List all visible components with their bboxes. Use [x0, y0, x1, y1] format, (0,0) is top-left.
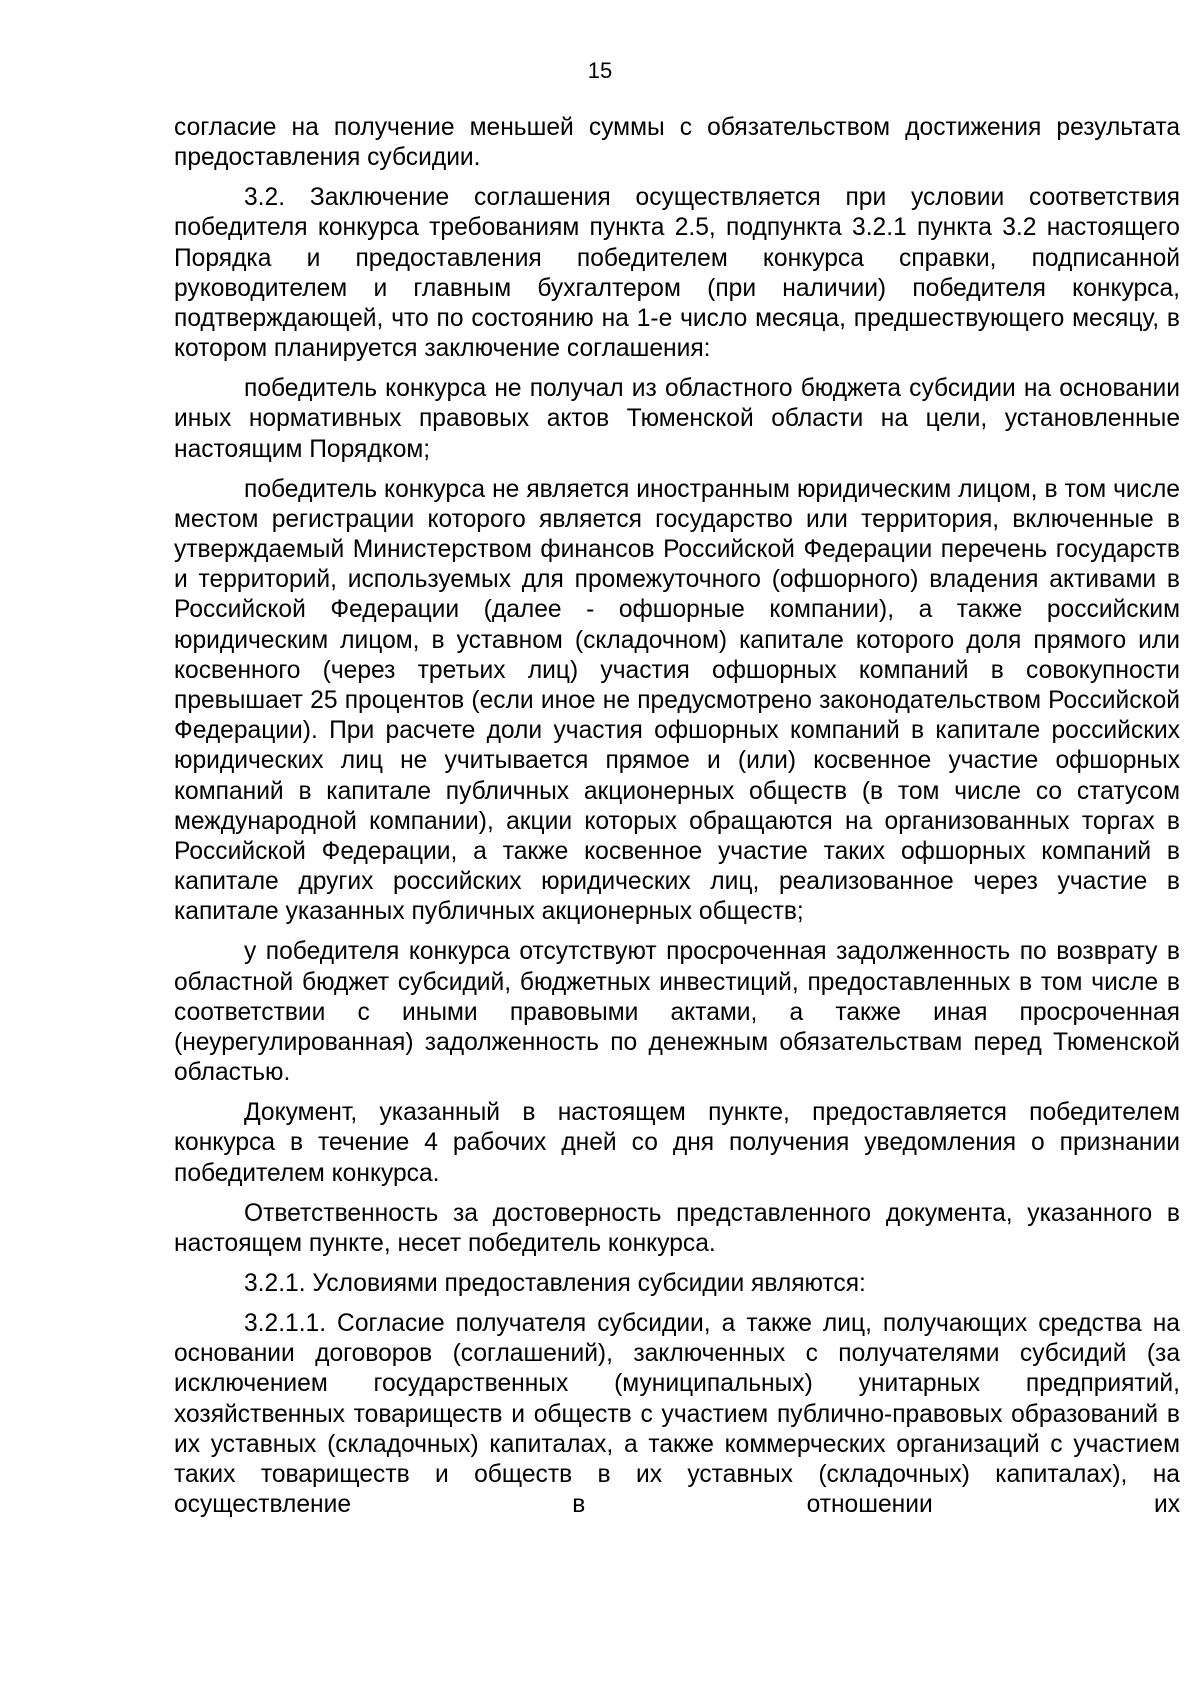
paragraph-3-2: 3.2. Заключение соглашения осуществляется при условии соответствия победителя конкурса требованиям пункта 2.5, подпункта 3.2.1 пункта 3.2 настоящего Порядка и предоставления победителем конкурса справки, подписанной руководителем и главным бухгалтером (при наличии) победителя конкурса, подтверждающей, что по состоянию на 1-е число месяца, предшествующего месяцу, в котором планируется заключение соглашения:: [174, 184, 1180, 363]
paragraph-responsibility: Ответственность за достоверность представленного документа, указанного в настоящем пункте, несет победитель конкурса.: [174, 1199, 1180, 1257]
paragraph-condition-not-offshore: победитель конкурса не является иностранным юридическим лицом, в том числе местом регистрации которого является государство или территория, включенные в утверждаемый Министерством финансов Российской Федерации перечень государств и территорий, используемых для промежуточного (офшорного) владения активами в Российской Федерации (далее - офшорные компании), а также российским юридическим лицом, в уставном (складочном) капитале которого доля прямого или косвенного (через третьих лиц) участия офшорных компаний в совокупности превышает 25 процентов (если иное не предусмотрено законодательством Российской Федерации). При расчете доли участия офшорных компаний в капитале российских юридических лиц не учитывается прямое и (или) косвенное участие офшорных компаний в капитале публичных акционерных обществ (в том числе со статусом международной компании), акции которых обращаются на организованных торгах в Российской Федерации, а также косвенное участие таких офшорных компаний в капитале других российских юридических лиц, реализованное через участие в капитале указанных публичных акционерных обществ;: [174, 475, 1180, 926]
page-number: 15: [587, 58, 613, 83]
paragraph-condition-no-debt: у победителя конкурса отсутствуют просроченная задолженность по возврату в областной бюджет субсидий, бюджетных инвестиций, предоставленных в том числе в соответствии с иными правовыми актами, а также иная просроченная (неурегулированная) задолженность по денежным обязательствам перед Тюменской областью.: [174, 938, 1180, 1087]
paragraph-document-deadline: Документ, указанный в настоящем пункте, предоставляется победителем конкурса в течение 4 рабочих дней со дня получения уведомления о признании победителем конкурса.: [174, 1099, 1180, 1187]
document-body: [174, 113, 1180, 1520]
paragraph-continuation: согласие на получение меньшей суммы с обязательством достижения результата предоставления субсидии.: [174, 114, 1180, 172]
paragraph-condition-no-subsidy: победитель конкурса не получал из областного бюджета субсидии на основании иных нормативных правовых актов Тюменской области на цели, установленные настоящим Порядком;: [174, 375, 1180, 463]
paragraph-3-2-1-1: 3.2.1.1. Согласие получателя субсидии, а также лиц, получающих средства на основании договоров (соглашений), заключенных с получателями субсидий (за исключением государственных (муниципальных) унитарных предприятий, хозяйственных товариществ и обществ с участием публично-правовых образований в их уставных (складочных) капиталах, а также коммерческих организаций с участием таких товариществ и обществ в их уставных (складочных) капиталах), на осуществление в отношении их: [174, 1309, 1180, 1519]
paragraph-3-2-1: 3.2.1. Условиями предоставления субсидии являются:: [244, 1269, 866, 1297]
